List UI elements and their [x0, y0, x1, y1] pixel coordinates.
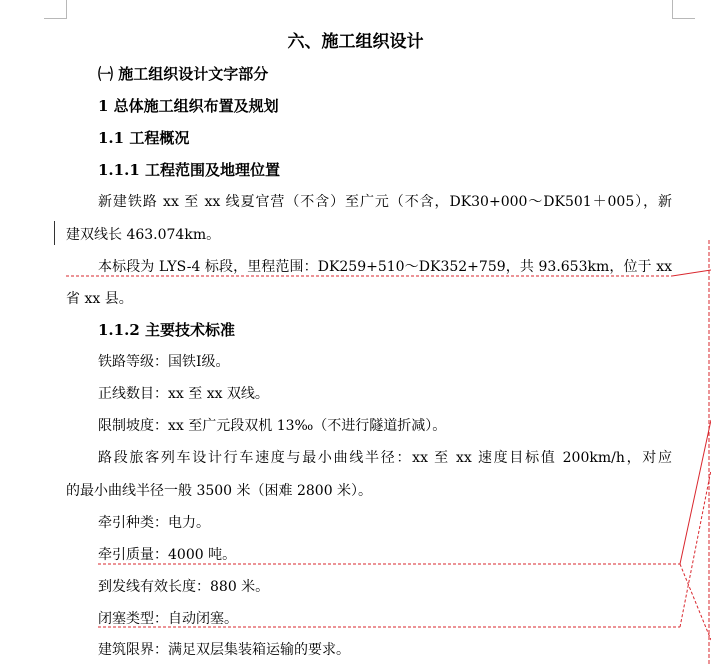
paragraph-scope-line-2: 建双线长 463.074km。	[66, 227, 221, 243]
heading-section-a: ㈠ 施工组织设计文字部分	[98, 65, 269, 83]
paragraph-railway-grade: 铁路等级：国铁Ⅰ级。	[98, 354, 230, 370]
paragraph-block-type: 闭塞类型：自动闭塞。	[98, 611, 238, 627]
paragraph-scope-line-1: 新建铁路 xx 至 xx 线夏官营（不含）至广元（不含，DK30+000～DK501＋005），新	[98, 194, 672, 210]
paragraph-traction-type: 牵引种类：电力。	[98, 515, 210, 531]
paragraph-section-line-2: 省 xx 县。	[66, 291, 133, 307]
paragraph-speed-line-1: 路段旅客列车设计行车速度与最小曲线半径：xx 至 xx 速度目标值 200km/h，对应	[98, 450, 672, 466]
paragraph-speed-line-2: 的最小曲线半径一般 3500 米（困难 2800 米）。	[66, 483, 373, 499]
document-title: 六、施工组织设计	[287, 32, 424, 52]
paragraph-traction-mass: 牵引质量：4000 吨。	[98, 547, 237, 563]
paragraph-section-line-1: 本标段为 LYS-4 标段，里程范围：DK259+510～DK352+759，共 93.653km，位于 xx	[98, 259, 672, 275]
revision-connector-1	[672, 270, 711, 276]
paragraph-gradient: 限制坡度：xx 至广元段双机 13‰（不进行隧道折减）。	[98, 418, 447, 434]
heading-1-1-2: 1.1.2 主要技术标准	[98, 321, 235, 339]
heading-1-1-1: 1.1.1 工程范围及地理位置	[98, 161, 280, 179]
paragraph-clearance: 建筑限界：满足双层集装箱运输的要求。	[98, 642, 350, 658]
heading-1-1: 1.1 工程概况	[98, 129, 190, 147]
paragraph-main-lines: 正线数目：xx 至 xx 双线。	[98, 386, 269, 402]
paragraph-siding-length: 到发线有效长度：880 米。	[98, 579, 270, 595]
heading-1: 1 总体施工组织布置及规划	[98, 97, 279, 115]
